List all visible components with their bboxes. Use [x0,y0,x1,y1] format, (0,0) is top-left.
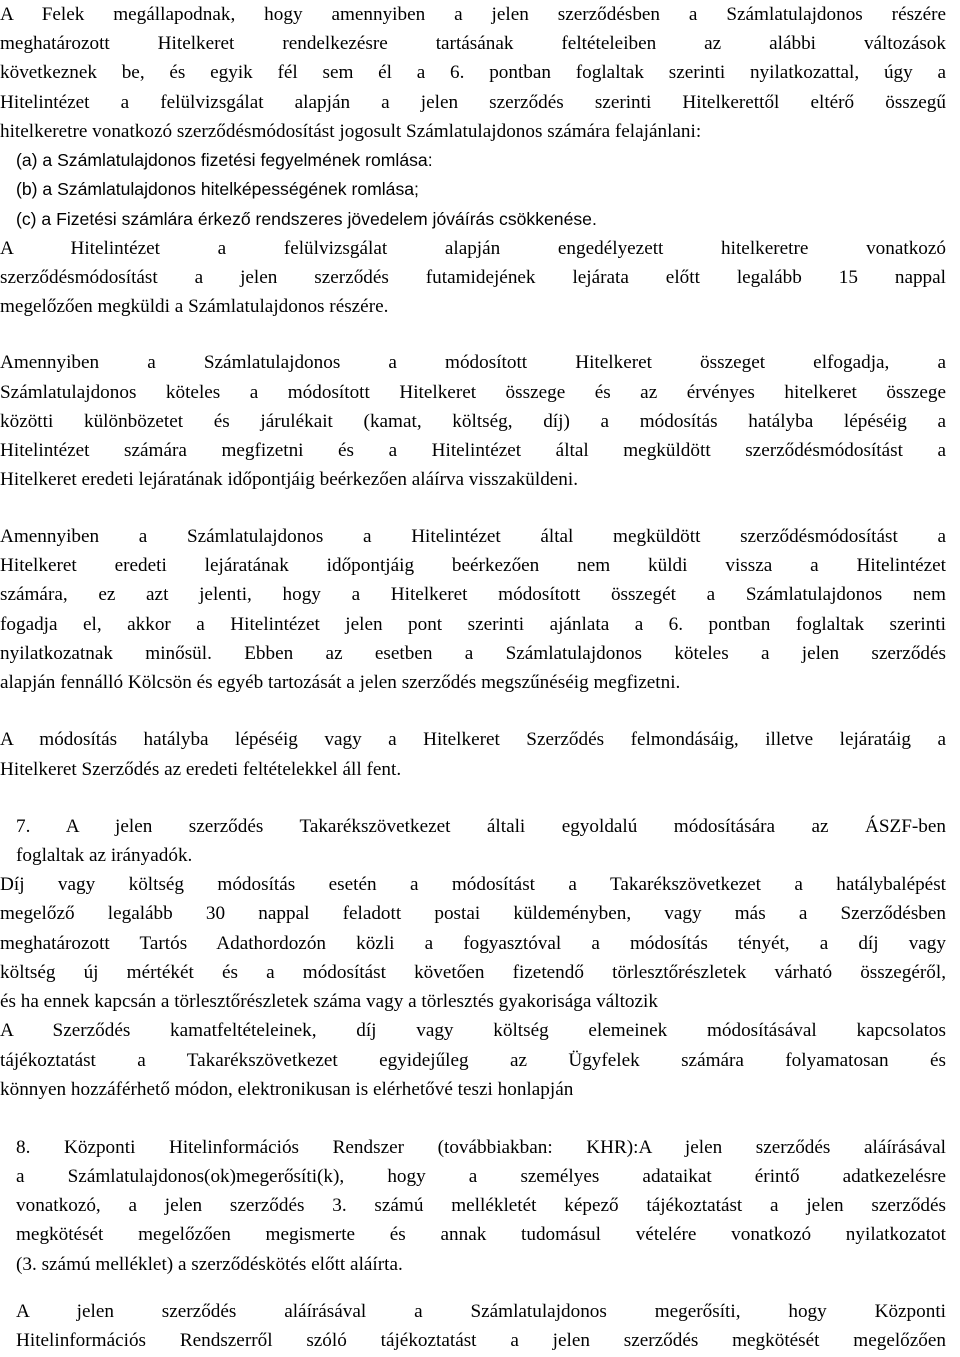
text-line: megelőzően megküldi a Számlatulajdonos részére. [0,296,389,317]
text-line: Díj vagy költség módosítás esetén a módosítást a Takarékszövetkezet a hatálybalépést [0,874,946,895]
text-line: alapján fennálló Kölcsön és egyéb tartozását a jelen szerződés megszűnéséig megfizetni. [0,672,681,693]
text-line: A Szerződés kamatfeltételeinek, díj vagy költség elemeinek módosításával kapcsolatos [0,1020,946,1041]
text-line: fogadja el, akkor a Hitelintézet jelen pont szerinti ajánlata a 6. pontban foglaltak szerinti [0,614,946,635]
text-line: Hitelkeret Szerződés az eredeti feltételekkel áll fent. [0,759,402,780]
text-line: Hitelkeret eredeti lejáratának időpontjáig beérkezően nem küldi vissza a Hitelintézet [0,555,946,576]
text-line: A módosítás hatályba lépéséig vagy a Hitelkeret Szerződés felmondásáig, illetve lejáratáig a [0,729,946,750]
text-line: Hitelkeret eredeti lejáratának időpontjáig beérkezően aláírva visszaküldeni. [0,469,579,490]
text-line: hitelkeretre vonatkozó szerződésmódosítást jogosult Számlatulajdonos számára felajánlani: [0,121,702,142]
text-line: könnyen hozzáférhető módon, elektronikusan is elérhetővé teszi honlapján [0,1079,574,1100]
text-line: A Hitelintézet a felülvizsgálat alapján engedélyezett hitelkeretre vonatkozó [0,238,946,259]
condition-item: (b) a Számlatulajdonos hitelképességének romlása; [16,179,419,199]
text-line: megelőző legalább 30 nappal feladott postai küldeményben, vagy más a Szerződésben [0,903,946,924]
text-line: a Számlatulajdonos(ok)megerősíti(k), hogy a személyes adataikat érintő adatkezelésre [16,1166,946,1187]
text-line: meghatározott Hitelkeret rendelkezésre tartásának feltételeiben az alábbi változások [0,33,946,54]
text-line: közötti különbözetet és járulékait (kamat, költség, díj) a módosítás hatályba lépéséig a [0,411,946,432]
text-line: 8. Központi Hitelinformációs Rendszer (továbbiakban: KHR):A jelen szerződés aláírásával [16,1137,946,1158]
text-line: megkötését megelőzően megismerte és annak tudomásul vételére vonatkozó nyilatkozatot [16,1224,946,1245]
text-line: meghatározott Tartós Adathordozón közli a fogyasztóval a módosítás tényét, a díj vagy [0,933,946,954]
text-line: tájékoztatást a Takarékszövetkezet egyidejűleg az Ügyfelek számára folyamatosan és [0,1050,946,1071]
condition-item: (a) a Számlatulajdonos fizetési fegyelmének romlása: [16,150,433,170]
text-line: következnek be, és egyik fél sem él a 6. pontban foglaltak szerinti nyilatkozattal, úgy a [0,62,946,83]
text-line: Amennyiben a Számlatulajdonos a Hitelintézet által megküldött szerződésmódosítást a [0,526,946,547]
condition-item: (c) a Fizetési számlára érkező rendszeres jövedelem jóváírás csökkenése. [16,209,597,229]
text-line: szerződésmódosítást a jelen szerződés futamidejének lejárata előtt legalább 15 nappal [0,267,946,288]
text-line: számára, ez azt jelenti, hogy a Hitelkeret módosított összegét a Számlatulajdonos nem [0,584,946,605]
text-line: nyilatkozatnak minősül. Ebben az esetben a Számlatulajdonos köteles a jelen szerződés [0,643,946,664]
section-heading: foglaltak az irányadók. [16,845,193,866]
text-line: vonatkozó, a jelen szerződés 3. számú mellékletét képező tájékoztatást a jelen szerződés [16,1195,946,1216]
text-line: Hitelintézet a felülvizsgálat alapján a jelen szerződés szerinti Hitelkerettől eltérő összegű [0,92,946,113]
text-line: A Felek megállapodnak, hogy amennyiben a jelen szerződésben a Számlatulajdonos részére [0,4,946,25]
text-line: Amennyiben a Számlatulajdonos a módosított Hitelkeret összeget elfogadja, a [0,352,946,373]
text-line: (3. számú melléklet) a szerződéskötés előtt aláírta. [16,1254,403,1275]
section-heading: 7. A jelen szerződés Takarékszövetkezet általi egyoldalú módosítására az ÁSZF-ben [16,816,946,837]
text-line: és ha ennek kapcsán a törlesztőrészletek száma vagy a törlesztés gyakorisága változik [0,991,658,1012]
text-line: Hitelintézet számára megfizetni és a Hitelintézet által megküldött szerződésmódosítást a [0,440,946,461]
text-line: Számlatulajdonos köteles a módosított Hitelkeret összege és az érvényes hitelkeret összege [0,382,946,403]
text-line: Hitelinformációs Rendszerről szóló tájékoztatást a jelen szerződés megkötését megelőzően [16,1330,946,1351]
text-line: A jelen szerződés aláírásával a Számlatulajdonos megerősíti, hogy Központi [16,1301,946,1322]
text-line: költség új mértékét és a módosítást követően fizetendő törlesztőrészletek várható összegéről, [0,962,946,983]
